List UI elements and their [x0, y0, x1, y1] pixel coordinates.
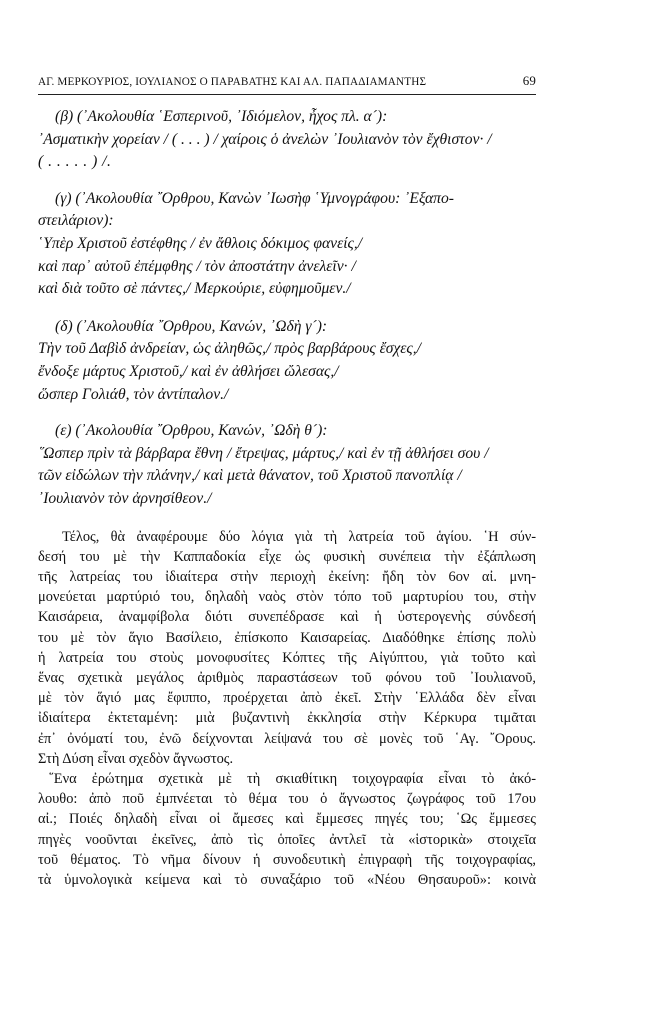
body-line: ῞Ενα ἐρώτημα σχετικὰ μὲ τὴ σκιαθίτικη τοιχογραφία εἶναι τὸ ἀκό- — [49, 770, 536, 787]
body-line: μονεύεται μαρτύριό του, δηλαδὴ ναὸς στὸν τόπο τοῦ μαρτυρίου του, στὴν — [38, 589, 536, 606]
hymn-beta — [38, 106, 536, 174]
hymn-line: Τὴν τοῦ Δαβὶδ ἀνδρείαν, ὡς ἀληθῶς,/ πρὸς βαρβάρους ἔσχες,/ — [38, 340, 421, 358]
hymn-heading-continued: στειλάριον): — [38, 212, 114, 230]
running-header — [38, 73, 536, 89]
hymn-line: ῾Υπὲρ Χριστοῦ ἐστέφθης / ἐν ἄθλοις δόκιμος φανείς,/ — [38, 234, 363, 252]
body-line: Τέλος, θὰ ἀναφέρουμε δύο λόγια γιὰ τὴ λατρεία τοῦ ἁγίου. ῾Η σύν- — [62, 528, 536, 545]
body-line: πηγὲς νοοῦνται ἐκεῖνες, ἀπὸ τὶς ὁποῖες ἀντλεῖ τὰ «ἱστορικὰ» στοιχεῖα — [38, 831, 536, 848]
hymn-line: ᾿Ασματικὴν χορείαν / ( . . . ) / χαίροις ὁ ἀνελὼν ᾿Ιουλιανὸν τὸν ἔχθιστον· / — [38, 130, 492, 148]
body-line: ἐπ᾿ ὀνόματί του, ἐνῶ δείχνονται λείψανά του σὲ μονὲς τοῦ ῾Αγ. ῎Ορους. — [38, 730, 536, 747]
hymn-line: ὥσπερ Γολιάθ, τὸν ἀντίπαλον./ — [38, 385, 229, 403]
body-line: ἰδιαίτερα ἐκτεταμένη: μιὰ βυζαντινὴ ἐκκλησία στὴν Κέρκυρα τιμᾶται — [38, 710, 536, 727]
body-line: λουθο: ἀπὸ ποῦ ἐμπνέεται τὸ θέμα του ὁ ἄγνωστος ζωγράφος τοῦ 17ου — [38, 791, 536, 808]
body-paragraph-2 — [38, 769, 536, 890]
page-content — [38, 106, 536, 890]
body-line: τοῦ θέματος. Τὸ νῆμα δίνουν ἡ συνοδευτικὴ ἐπιγραφὴ τῆς τοιχογραφίας, — [38, 851, 536, 868]
hymn-line: τῶν εἰδώλων τὴν πλάνην,/ καὶ μετὰ θάνατον, τοῦ Χριστοῦ πανοπλίᾳ / — [38, 467, 462, 485]
body-line: τῆς λατρείας του ἰδιαίτερα στὴν περιοχὴ ἐκείνη: ἤδη τὸν 6ον αἰ. μνη- — [38, 568, 536, 585]
hymn-line: καὶ διὰ τοῦτο σὲ πάντες,/ Μερκούριε, εὐφημοῦμεν./ — [38, 280, 351, 298]
hymn-line: καὶ παρ᾿ αὐτοῦ ἐπέμφθης / τὸν ἀποστάτην ἀνελεῖν· / — [38, 257, 356, 275]
hymn-heading: (δ) (᾿Ακολουθία ῎Ορθρου, Κανών, ᾿Ωδὴ γ´): — [55, 317, 328, 335]
hymn-epsilon — [38, 420, 536, 510]
body-line: τὰ ὑμνολογικὰ κείμενα καὶ τὸ συναξάριο τοῦ «Νέου Θησαυροῦ»: κοινὰ — [38, 871, 536, 888]
body-paragraph-1 — [38, 527, 536, 769]
hymn-heading: (β) (᾿Ακολουθία ῾Εσπερινοῦ, ᾿Ιδιόμελον, ἦχος πλ. α´): — [55, 108, 388, 125]
body-line: ἡ λατρεία του στοὺς μονοφυσίτες Κόπτες τῆς Αἰγύπτου, γιὰ τοῦτο καὶ — [38, 649, 536, 666]
hymn-line: ᾿Ιουλιανὸν τὸν ἀρνησίθεον./ — [38, 489, 212, 507]
body-line: ἕνας σχετικὰ μεγάλος ἀριθμὸς παραστάσεων τοῦ φόνου τοῦ ᾿Ιουλιανοῦ, — [38, 669, 536, 686]
hymn-line: ( . . . . . ) /. — [38, 153, 112, 171]
hymn-heading: (γ) (᾿Ακολουθία ῎Ορθρου, Κανὼν ᾿Ιωσὴφ ῾Υμνογράφου: ᾿Εξαπο- — [55, 189, 454, 207]
hymn-line: ἔνδοξε μάρτυς Χριστοῦ,/ καὶ ἐν ἀθλήσει ὤλεσας,/ — [38, 362, 339, 380]
page-number: 69 — [522, 73, 536, 88]
body-line: δεσή του μὲ τὴν Καππαδοκία εἶχε ὡς φυσικὴ συνέπεια τὴν ἐξάπλωση — [38, 548, 536, 565]
body-line: του μὲ τὸν ἅγιο Βασίλειο, ἐπίσκοπο Καισαρείας. Διαδόθηκε ἐπίσης πολὺ — [38, 629, 536, 646]
hymn-line: ῞Ωσπερ πρὶν τὰ βάρβαρα ἔθνη / ἔτρεψας, μάρτυς,/ καὶ ἐν τῇ ἀθλήσει σου / — [38, 444, 489, 462]
hymn-gamma — [38, 188, 536, 301]
header-rule — [38, 94, 536, 95]
hymn-delta — [38, 316, 536, 406]
body-line: Στὴ Δύση εἶναι σχεδὸν ἄγνωστος. — [38, 750, 234, 767]
body-line: αἰ.; Ποιές δηλαδὴ εἶναι οἱ ἄμεσες καὶ ἔμμεσες πηγές του; ῾Ως ἔμμεσες — [38, 811, 536, 828]
body-line: Καισάρεια, ἀναμφίβολα διότι συνεπέδρασε καὶ ἡ ὑστερογενὴς σύνδεσή — [38, 609, 536, 626]
running-title: ΑΓ. ΜΕΡΚΟΥΡΙΟΣ, ΙΟΥΛΙΑΝΟΣ Ο ΠΑΡΑΒΑΤΗΣ ΚΑΙ ΑΛ. ΠΑΠΑΔΙΑΜΑΝΤΗΣ — [38, 76, 427, 88]
hymn-heading: (ε) (᾿Ακολουθία ῎Ορθρου, Κανών, ᾿Ωδὴ θ´): — [55, 422, 328, 440]
body-line: μὲ τὸν ἅγιό μας ἔφιππο, προέρχεται ἀπὸ ἐκεῖ. Στὴν ῾Ελλάδα δὲν εἶναι — [38, 690, 536, 707]
